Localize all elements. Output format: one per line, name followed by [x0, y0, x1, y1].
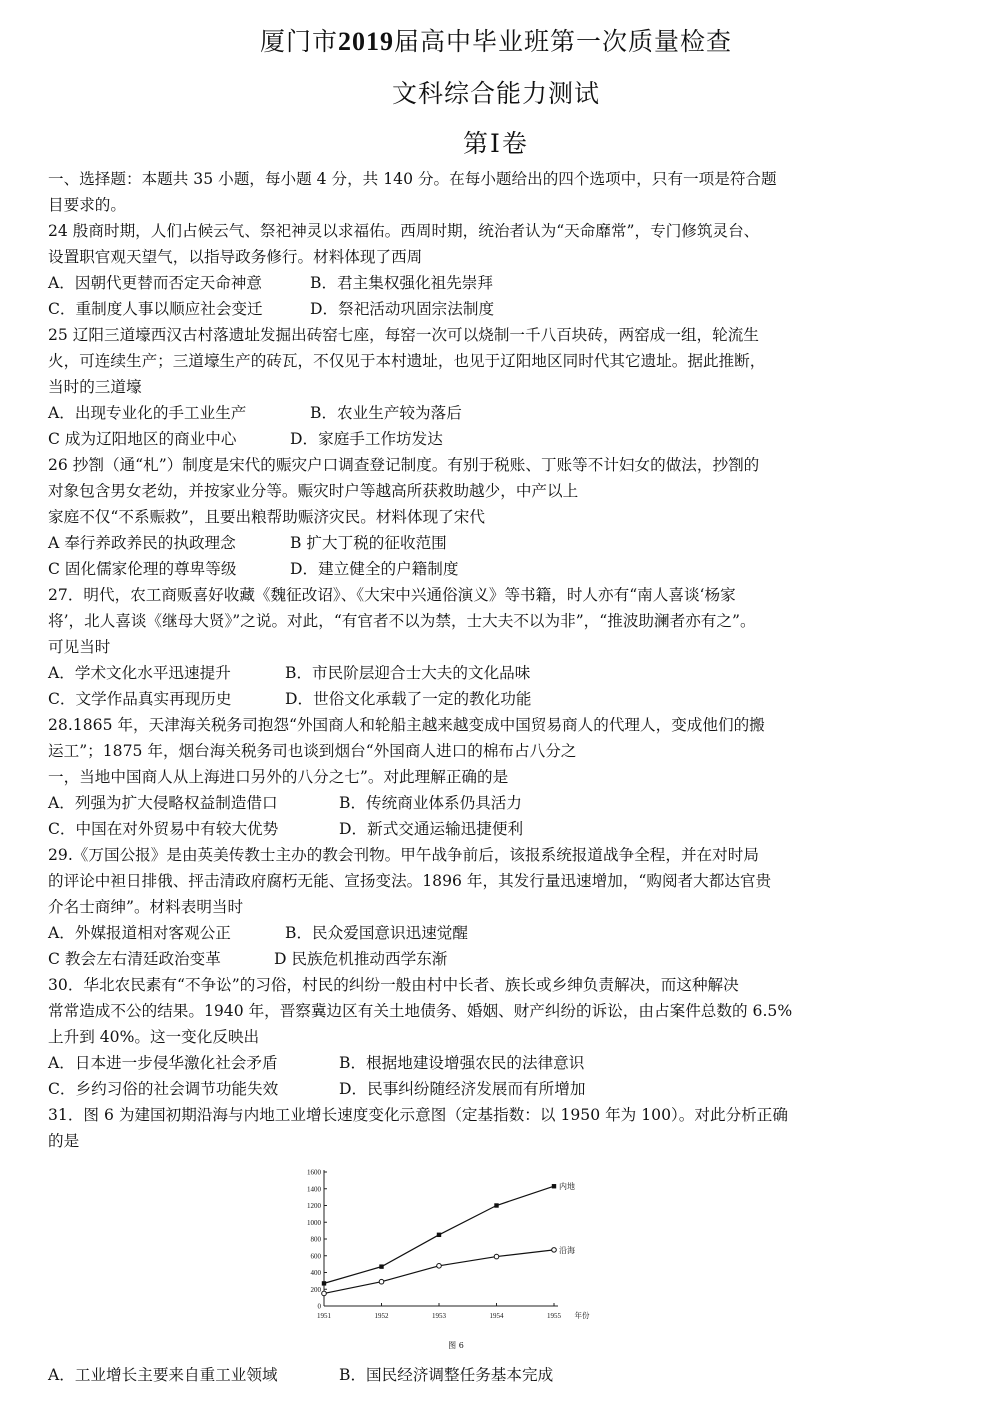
- option: A．外媒报道相对客观公正: [48, 924, 231, 942]
- option: A．工业增长主要来自重工业领域: [48, 1366, 278, 1384]
- q24-stem: 24 殷商时期，人们占候云气、祭祀神灵以求福佑。西周时期，统治者认为“天命靡常”，专门修筑灵台、: [48, 222, 760, 240]
- q30-stem-cont: 上升到 40%。这一变化反映出: [48, 1028, 260, 1046]
- figure-6-line-chart: [296, 1160, 616, 1356]
- q30-options-ab: [48, 1050, 948, 1076]
- option: A．出现专业化的手工业生产: [48, 404, 247, 422]
- q24-stem-cont: 设置职官观天望气，以指导政务修行。材料体现了西周: [48, 248, 423, 266]
- q29-options-ab: [48, 920, 948, 946]
- option: A．日本进一步侵华激化社会矛盾: [48, 1054, 278, 1072]
- exam-title: [0, 22, 992, 58]
- q24-options-ab: [48, 270, 948, 296]
- q26-options-cd: [48, 556, 948, 582]
- figure-caption: 图 6: [448, 1341, 464, 1350]
- section-instruction: 一、选择题：本题共 35 小题，每小题 4 分，共 140 分。在每小题给出的四个选项中，只有一项是符合题: [48, 170, 777, 188]
- option: A．因朝代更替而否定天命神意: [48, 274, 262, 292]
- y-tick-label: 1200: [307, 1202, 321, 1210]
- volume-heading: 第Ⅰ卷: [463, 129, 529, 158]
- q30-options-cd: [48, 1076, 948, 1102]
- option: B．国民经济调整任务基本完成: [339, 1366, 554, 1384]
- option: D 民族危机推动西学东渐: [274, 950, 448, 968]
- q28-stem-cont: 运工”；1875 年，烟台海关税务司也谈到烟台“外国商人进口的棉布占八分之: [48, 742, 577, 760]
- option: B．君主集权强化祖先崇拜: [310, 274, 493, 292]
- option: D．民事纠纷随经济发展而有所增加: [339, 1080, 586, 1098]
- q27-options-cd: [48, 686, 948, 712]
- option: D．祭祀活动巩固宗法制度: [310, 300, 495, 318]
- q31-stem-cont: 的是: [48, 1132, 80, 1150]
- option: A．列强为扩大侵略权益制造借口: [48, 794, 278, 812]
- option: B．民众爱国意识迅速觉醒: [285, 924, 468, 942]
- exam-subtitle: 文科综合能力测试: [391, 79, 600, 108]
- title-suffix: 届高中毕业班第一次质量检查: [394, 27, 733, 56]
- q25-stem-cont: 当时的三道壕: [48, 378, 142, 396]
- q26-stem-cont: 家庭不仅“不系赈救”，且要出粮帮助赈济灾民。材料体现了宋代: [48, 508, 485, 526]
- q29-options-cd: [48, 946, 948, 972]
- x-tick-label: 1955: [547, 1312, 561, 1320]
- series-label: 沿海: [559, 1245, 575, 1255]
- title-prefix: 厦门市: [259, 27, 338, 56]
- questions: [48, 166, 948, 1154]
- q28-options-cd: [48, 816, 948, 842]
- y-tick-label: 1600: [307, 1168, 321, 1177]
- data-point: [437, 1264, 442, 1269]
- series-line-1: [324, 1250, 554, 1294]
- option: C．中国在对外贸易中有较大优势: [48, 820, 279, 838]
- y-tick-label: 0: [317, 1302, 321, 1311]
- q27-options-ab: [48, 660, 948, 686]
- q24-options-cd: [48, 296, 948, 322]
- q29-stem-cont: 的评论中袒日排俄、抨击清政府腐朽无能、宣扬变法。1896 年，其发行量迅速增加，“购阅者大都达官贵: [48, 872, 772, 890]
- q27-stem-cont: 将’，北人喜谈《继母大贤》”之说。对此，“有官者不以为禁，士大夫不以为非”，“推波助澜者亦有之”。: [48, 612, 756, 630]
- q26-stem-cont: 对象包含男女老幼，并按家业分等。赈灾时户等越高所获救助越少，中产以上: [48, 482, 579, 500]
- q25-options-ab: [48, 400, 948, 426]
- y-tick-label: 1000: [307, 1218, 321, 1227]
- q28-stem-cont: 一，当地中国商人从上海进口另外的八分之七”。对此理解正确的是: [48, 768, 509, 786]
- q25-stem: 25 辽阳三道壕西汉古村落遗址发掘出砖窑七座，每窑一次可以烧制一千八百块砖，两窑成一组，轮流生: [48, 326, 759, 344]
- option: B．市民阶层迎合士大夫的文化品味: [285, 664, 531, 682]
- option: C 固化儒家伦理的尊卑等级: [48, 560, 237, 578]
- option: B．传统商业体系仍具活力: [339, 794, 522, 812]
- option: D．世俗文化承载了一定的教化功能: [285, 690, 532, 708]
- q29-stem: 29.《万国公报》是由英美传教士主办的教会刊物。甲午战争前后，该报系统报道战争全程，并在对时局: [48, 846, 759, 864]
- q25-stem-cont: 火，可连续生产；三道壕生产的砖瓦，不仅见于本村遗址，也见于辽阳地区同时代其它遗址。据此推断，: [48, 352, 766, 370]
- y-tick-label: 1400: [307, 1185, 321, 1194]
- option: B 扩大丁税的征收范围: [290, 534, 447, 552]
- q26-options-ab: [48, 530, 948, 556]
- q31-stem: 31．图 6 为建国初期沿海与内地工业增长速度变化示意图（定基指数：以 1950 年为 100）。对此分析正确: [48, 1106, 788, 1124]
- option: C．文学作品真实再现历史: [48, 690, 232, 708]
- q26-stem: 26 抄劄（通“札”）制度是宋代的赈灾户口调查登记制度。有别于税账、丁账等不计妇女的做法，抄劄的: [48, 456, 760, 474]
- y-tick-label: 600: [310, 1252, 321, 1261]
- q29-stem-cont: 介名士商绅”。材料表明当时: [48, 898, 244, 916]
- option: A 奉行养政养民的执政理念: [48, 534, 236, 552]
- data-point: [379, 1279, 384, 1284]
- q30-stem: 30．华北农民素有“不争讼”的习俗，村民的纠纷一般由村中长者、族长或乡绅负责解决，而这种解决: [48, 976, 739, 994]
- option: C．乡约习俗的社会调节功能失效: [48, 1080, 279, 1098]
- title-year: 2019: [338, 27, 394, 56]
- option: D．家庭手工作坊发达: [290, 430, 443, 448]
- y-tick-label: 200: [310, 1285, 321, 1294]
- x-tick-label: 1951: [317, 1312, 331, 1320]
- q27-stem: 27．明代，农工商贩喜好收藏《魏征改诏》、《大宋中兴通俗演义》等书籍，时人亦有“南人喜谈‘杨家: [48, 586, 736, 604]
- option: C 成为辽阳地区的商业中心: [48, 430, 237, 448]
- data-point: [322, 1291, 327, 1296]
- series-label: 内地: [559, 1182, 575, 1192]
- q28-options-ab: [48, 790, 948, 816]
- data-point: [322, 1281, 326, 1285]
- option: D．新式交通运输迅捷便利: [339, 820, 524, 838]
- option: B．根据地建设增强农民的法律意识: [339, 1054, 585, 1072]
- q28-stem: 28.1865 年，天津海关税务司抱怨“外国商人和轮船主越来越变成中国贸易商人的代理人，变成他们的搬: [48, 716, 765, 734]
- x-tick-label: 1954: [489, 1312, 504, 1320]
- data-point: [437, 1233, 441, 1237]
- option: B．农业生产较为落后: [310, 404, 462, 422]
- x-axis-label: 年份: [574, 1311, 590, 1320]
- q31-options-ab: [48, 1362, 553, 1388]
- data-point: [552, 1248, 557, 1253]
- y-tick-label: 400: [310, 1269, 321, 1277]
- option: C 教会左右清廷政治变革: [48, 950, 221, 968]
- q30-stem-cont: 常常造成不公的结果。1940 年，晋察冀边区有关土地债务、婚姻、财产纠纷的诉讼，由占案件总数的 6.5%: [48, 1002, 793, 1020]
- option: A．学术文化水平迅速提升: [48, 664, 231, 682]
- data-point: [494, 1203, 498, 1207]
- x-tick-label: 1953: [432, 1312, 446, 1320]
- q25-options-cd: [48, 426, 948, 452]
- data-point: [494, 1254, 499, 1259]
- x-tick-label: 1952: [374, 1312, 389, 1320]
- option: C．重制度人事以顺应社会变迁: [48, 300, 263, 318]
- y-tick-label: 800: [310, 1235, 321, 1244]
- data-point: [552, 1184, 556, 1188]
- section-instruction-cont: 目要求的。: [48, 196, 126, 214]
- data-point: [379, 1264, 383, 1268]
- q27-stem-cont: 可见当时: [48, 638, 111, 656]
- option: D．建立健全的户籍制度: [290, 560, 459, 578]
